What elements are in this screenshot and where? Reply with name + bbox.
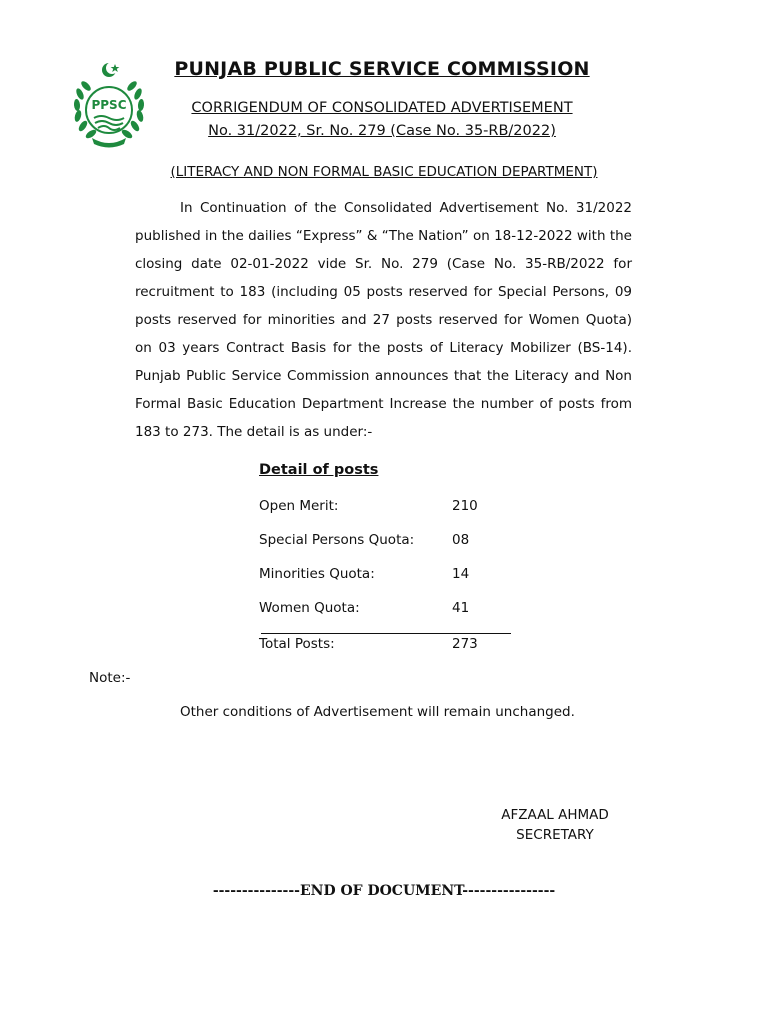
total-row <box>259 636 511 656</box>
body-paragraph: In Continuation of the Consolidated Advertisement No. 31/2022 published in the dailies “Express” & “The Nation” on 18-12-2022 with the closing date 02-01-2022 vide Sr. No. 279 (Case No. 35-RB/2022 for recruitment to 183 (including 05 posts reserved for Special Persons, 09 posts reserved for minorities and 27 posts reserved for Women Quota) on 03 years Contract Basis for the posts of Literacy Mobilizer (BS-14). Punjab Public Service Commission announces that the Literacy and Non Formal Basic Education Department Increase the number of posts from 183 to 273. The detail is as under:- <box>135 200 632 440</box>
detail-row <box>259 498 511 518</box>
detail-value: 08 <box>452 532 470 548</box>
page-title: PUNJAB PUBLIC SERVICE COMMISSION <box>174 58 590 80</box>
detail-value: 14 <box>452 566 470 582</box>
corrigendum-heading: CORRIGENDUM OF CONSOLIDATED ADVERTISEMENT <box>191 100 573 116</box>
detail-label: Special Persons Quota: <box>259 532 415 548</box>
total-label: Total Posts: <box>259 636 335 652</box>
detail-row <box>259 566 511 586</box>
advertisement-reference: No. 31/2022, Sr. No. 279 (Case No. 35-RB/2022) <box>208 123 556 139</box>
detail-label: Open Merit: <box>259 498 339 514</box>
logo-text: PPSC <box>91 98 127 112</box>
signatory-name: AFZAAL AHMAD <box>501 807 609 823</box>
total-divider <box>261 633 511 634</box>
note-label: Note:- <box>89 670 131 686</box>
detail-label: Women Quota: <box>259 600 360 616</box>
note-text: Other conditions of Advertisement will remain unchanged. <box>180 704 575 720</box>
end-of-document: ---------------END OF DOCUMENT---------------- <box>212 883 556 899</box>
detail-value: 210 <box>452 498 478 514</box>
department-heading: (LITERACY AND NON FORMAL BASIC EDUCATION DEPARTMENT) <box>170 164 598 180</box>
detail-row <box>259 600 511 620</box>
detail-heading: Detail of posts <box>259 462 379 478</box>
signatory-designation: SECRETARY <box>516 827 594 843</box>
detail-row <box>259 532 511 552</box>
detail-label: Minorities Quota: <box>259 566 375 582</box>
total-value: 273 <box>452 636 478 652</box>
detail-value: 41 <box>452 600 470 616</box>
